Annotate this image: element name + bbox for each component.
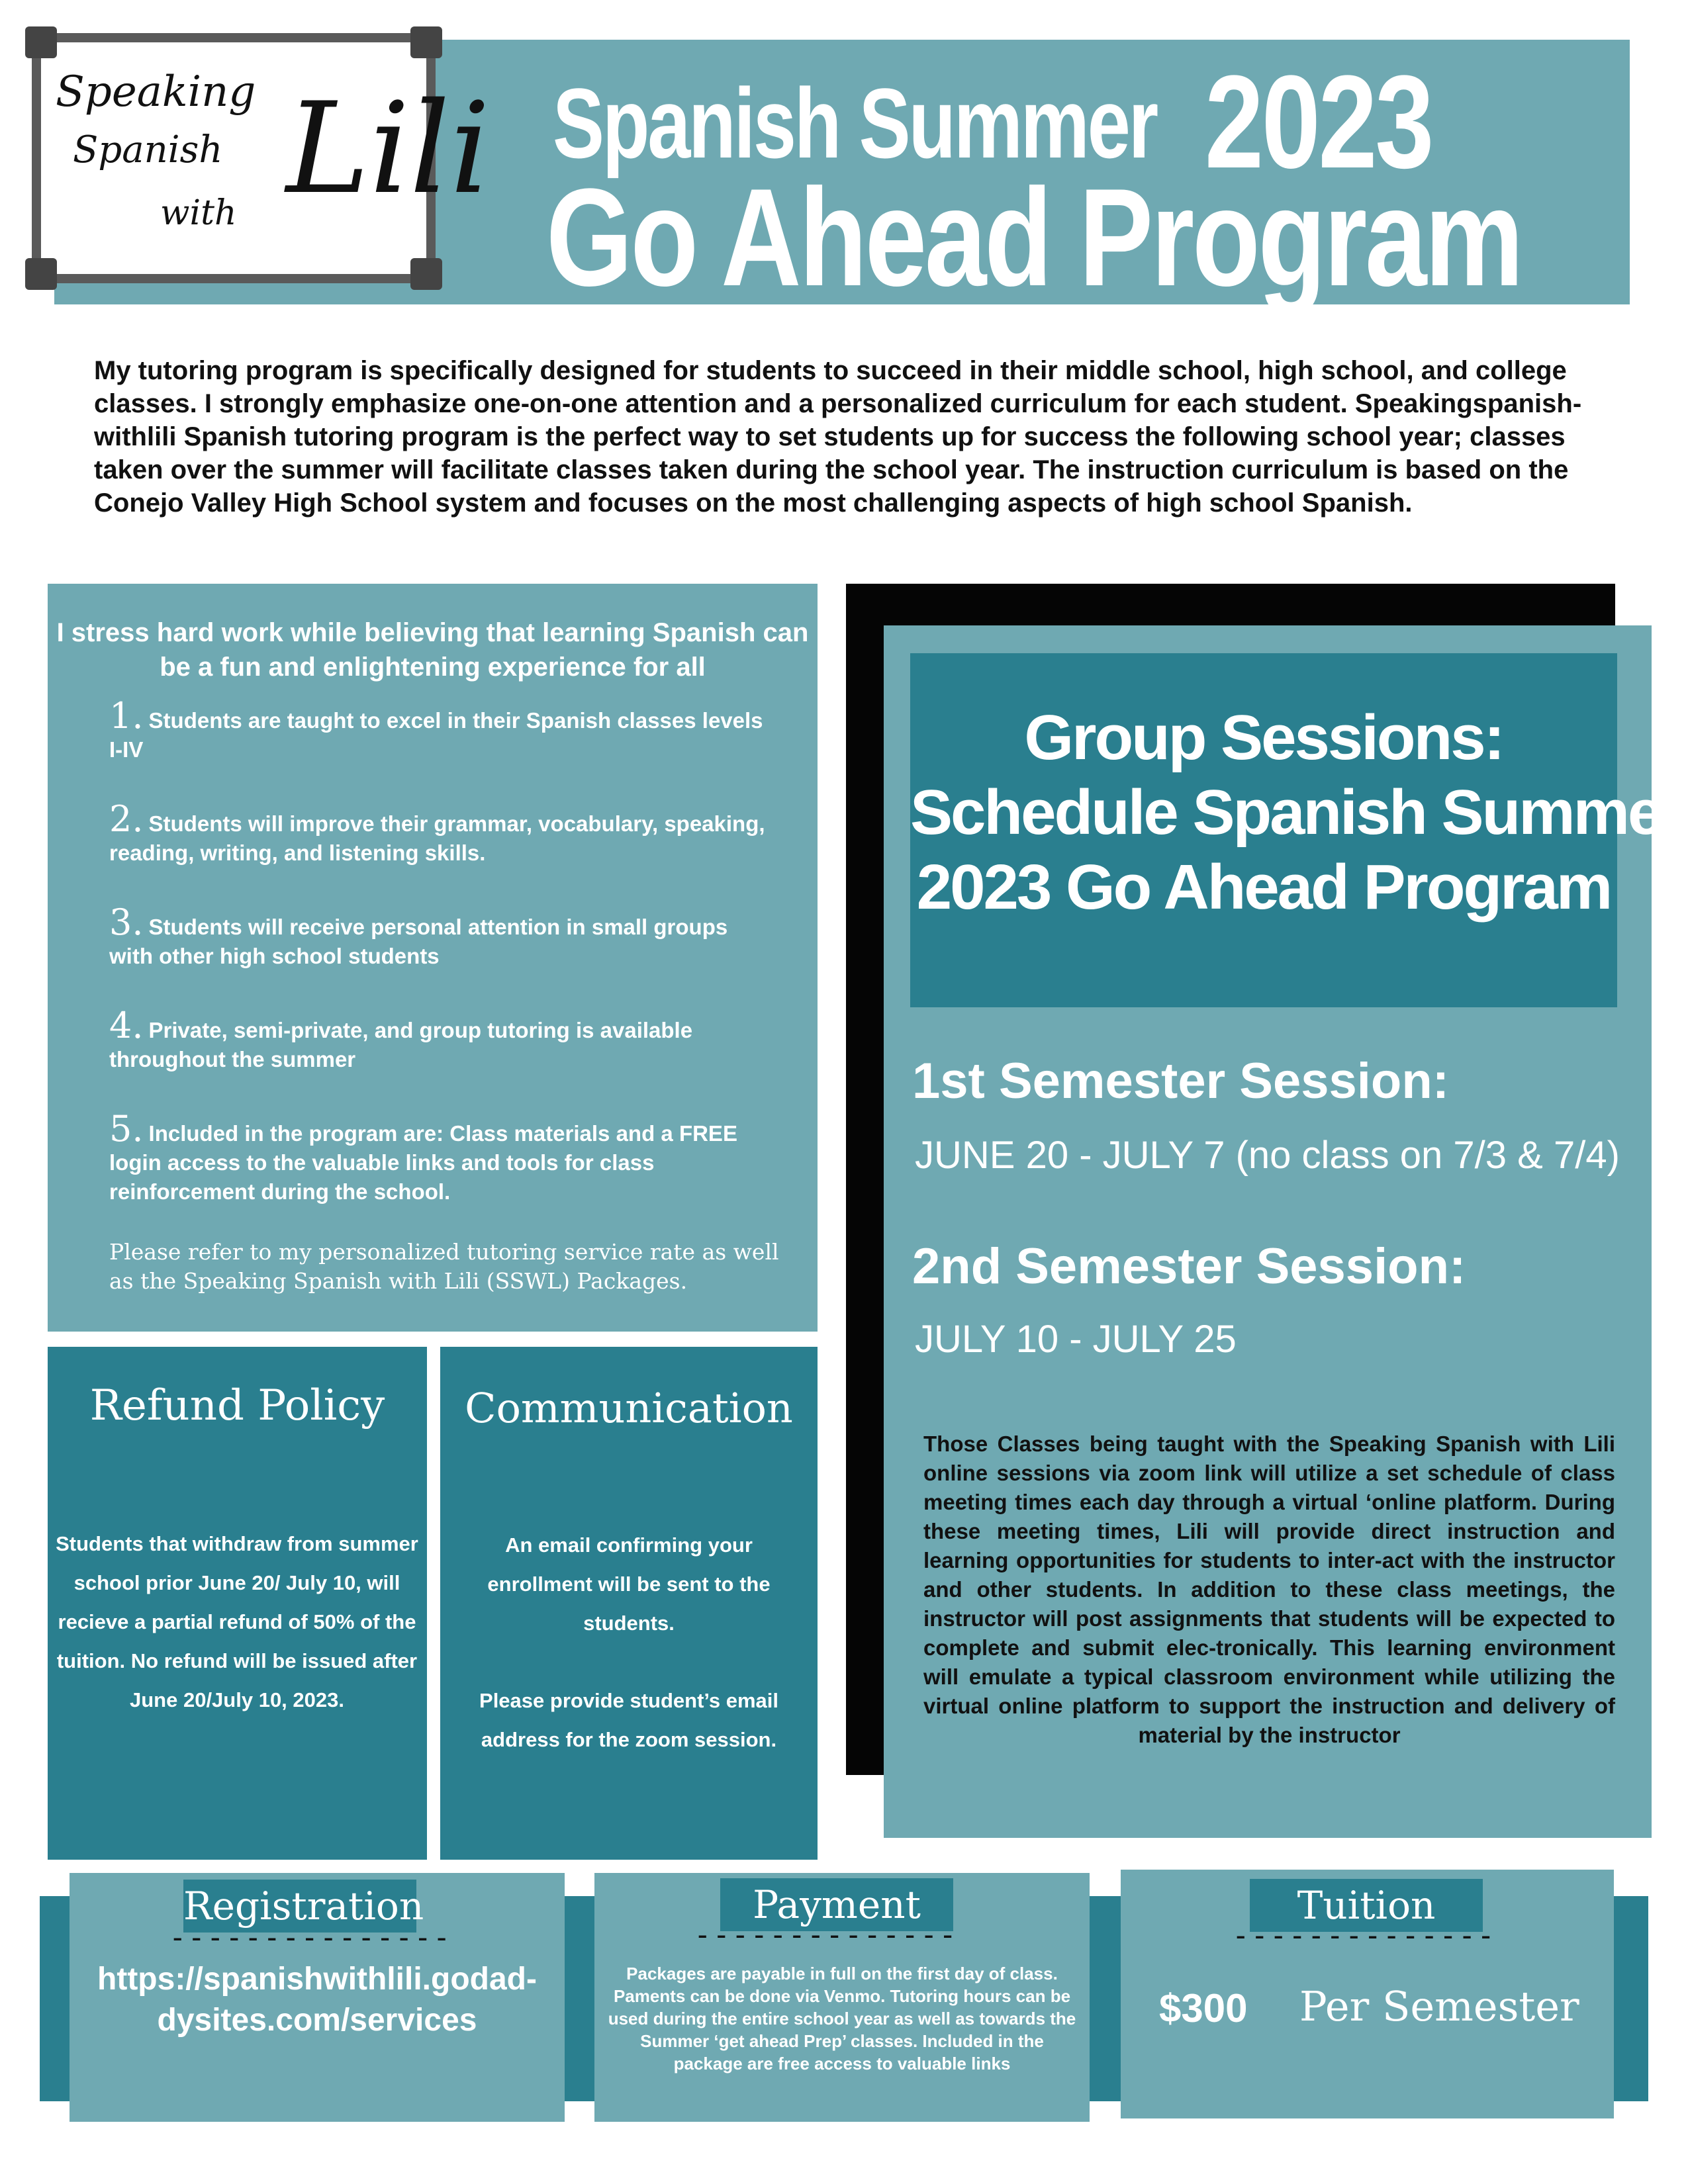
logo-line3: with	[160, 193, 237, 233]
semester2-dates: JULY 10 - JULY 25	[915, 1318, 1237, 1361]
communication-box	[440, 1347, 818, 1860]
feature-text: Students will receive personal attention in small groups with other high school students	[109, 915, 728, 968]
group-sessions-title: Group Sessions:	[1024, 702, 1503, 773]
board-corner	[25, 26, 57, 58]
semester2-title: 2nd Semester Session:	[912, 1238, 1466, 1295]
group-sessions-subtitle-2: 2023 Go Ahead Program	[916, 852, 1611, 923]
tuition-price: $300	[1159, 1986, 1248, 2030]
logo-line2: Spanish	[73, 128, 223, 171]
feature-text: Students will improve their grammar, vocabulary, speaking, reading, writing, and listening skills.	[109, 811, 765, 865]
feature-number: 4.	[109, 1005, 144, 1046]
refund-policy-text: Students that withdraw from summer school prior June 20/ July 10, will recieve a partial refund of 50% of the tuition. No refund will be issued after June 20/July 10, 2023.	[56, 1532, 418, 1711]
logo-whiteboard	[32, 33, 491, 283]
logo-name: Lili	[286, 75, 491, 222]
payment-box	[594, 1873, 1090, 2122]
title-line2: Go Ahead Program	[546, 159, 1522, 315]
feature-number: 2.	[109, 798, 144, 840]
payment-label: Payment	[720, 1878, 953, 1931]
tuition-label: Tuition	[1250, 1879, 1483, 1932]
tuition-dashes: --------------	[1232, 1919, 1496, 1952]
semester1-dates: JUNE 20 - JULY 7 (no class on 7/3 & 7/4)	[915, 1134, 1620, 1177]
features-heading: I stress hard work while believing that learning Spanish can be a fun and enlightening experience for all	[56, 618, 809, 682]
logo-line1: Speaking	[56, 68, 256, 116]
board-corner	[410, 26, 442, 58]
payment-text: Packages are payable in full on the first day of class. Paments can be done via Venmo. Tutoring hours can be used during the entire school year as well as towards the Summer ‘get ahead Prep’ classes. Included in the package are free access to valuable links	[608, 1964, 1076, 2073]
feature-number: 5.	[109, 1108, 144, 1150]
tuition-box	[1121, 1870, 1614, 2118]
communication-text-2: Please provide student’s email address for the zoom session.	[479, 1689, 778, 1751]
registration-box	[70, 1873, 565, 2122]
feature-text: Included in the program are: Class materials and a FREE login access to the valuable links and tools for class reinforcement during the school.	[109, 1121, 737, 1204]
feature-item	[109, 901, 771, 971]
features-note: Please refer to my personalized tutoring service rate as well as the Speaking Spanish with Lili (SSWL) Packages.	[109, 1239, 779, 1294]
feature-number: 3.	[109, 901, 144, 943]
payment-dashes: --------------	[694, 1918, 958, 1952]
feature-item	[109, 798, 771, 868]
feature-item	[109, 1005, 771, 1074]
refund-policy-title: Refund Policy	[89, 1381, 385, 1430]
feature-text: Students are taught to excel in their Spanish classes levels I-IV	[109, 708, 763, 762]
feature-number: 1.	[109, 695, 144, 737]
title-year: 2023	[1205, 48, 1432, 196]
communication-text-1: An email confirming your enrollment will be sent to the students.	[487, 1533, 771, 1635]
board-corner	[410, 258, 442, 290]
feature-item	[109, 695, 771, 764]
intro-paragraph: My tutoring program is specifically designed for students to succeed in their middle school, high school, and college classes. I strongly emphasize one-on-one attention and a personalized curriculum for each student. Speakingspanish-withlili Spanish tutoring program is the perfect way to set students up for success the following school year; classes taken over the summer will facilitate classes taken during the school year. The instruction curriculum is based on the Conejo Valley High School system and focuses on the most challenging aspects of high school Spanish.	[94, 356, 1582, 518]
refund-policy-box	[48, 1347, 427, 1860]
semester1-title: 1st Semester Session:	[912, 1053, 1450, 1109]
sessions-description: Those Classes being taught with the Speaking Spanish with Lili online sessions via zoom link will utilize a set schedule of class meeting times each day through a virtual ‘online platform. During these meeting times, Lili will provide direct instruction and learning opportunities for students to inter-act with the instructor and other students. In addition to these class meetings, the instructor will post assignments that students will be expected to complete and submit elec-tronically. This learning environment will emulate a typical classroom environment while utilizing the virtual online platform to support the instruction and delivery of material by the instructor	[923, 1432, 1615, 1747]
registration-link[interactable]: https://spanishwithlili.godad-dysites.com/services	[97, 1962, 537, 2038]
title-line1: Spanish Summer	[553, 68, 1157, 179]
registration-label: Registration	[183, 1880, 416, 1933]
group-sessions-subtitle-1: Schedule Spanish Summer	[910, 777, 1684, 848]
feature-item	[109, 1108, 771, 1206]
board-corner	[25, 258, 57, 290]
registration-dashes: ---------------	[169, 1921, 452, 1954]
communication-title: Communication	[465, 1384, 793, 1432]
tuition-per-semester: Per Semester	[1299, 1982, 1579, 2030]
feature-text: Private, semi-private, and group tutoring is available throughout the summer	[109, 1018, 693, 1071]
